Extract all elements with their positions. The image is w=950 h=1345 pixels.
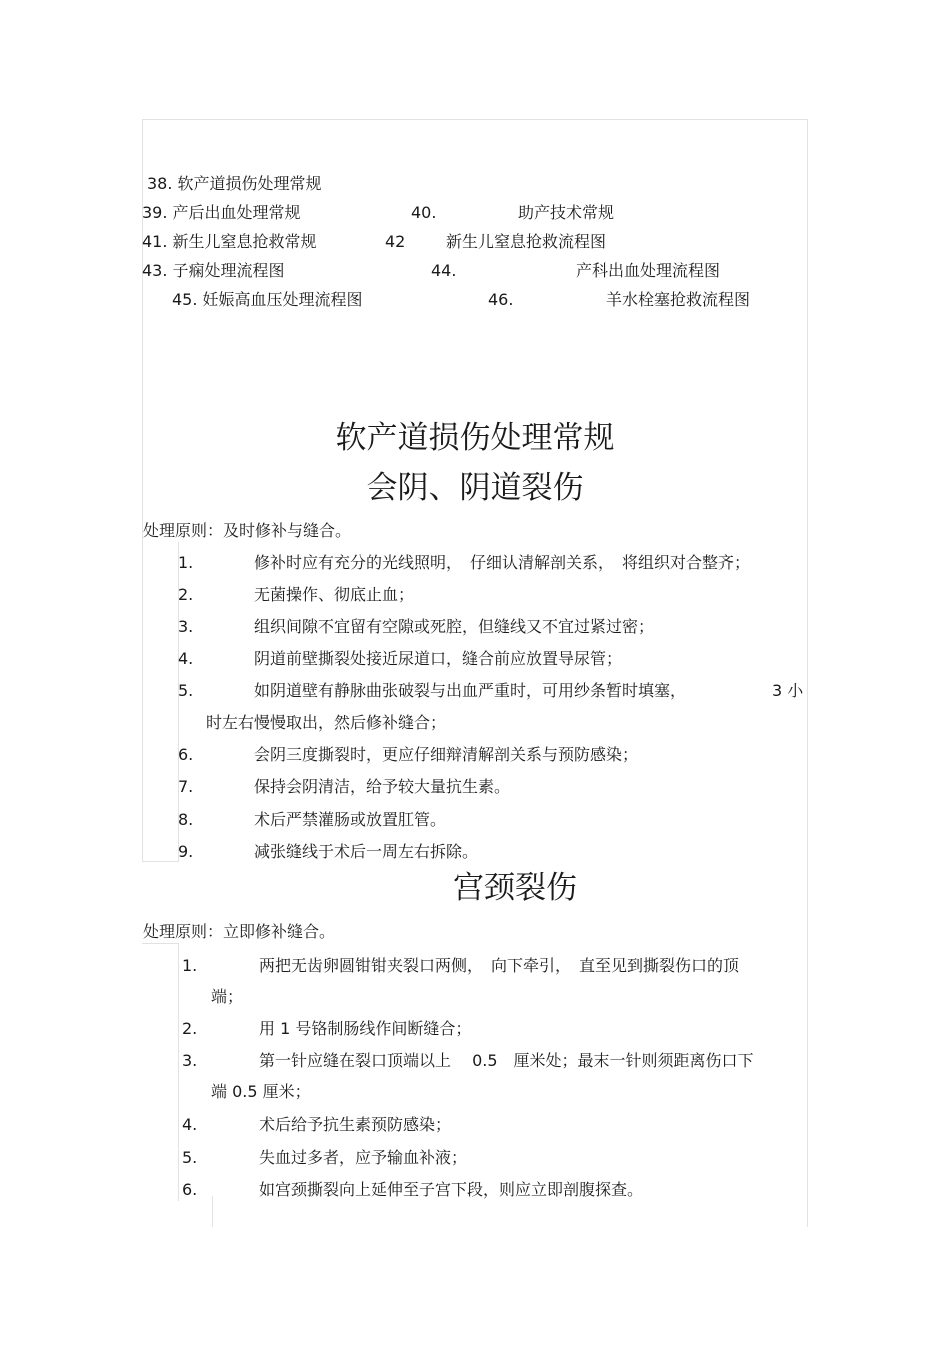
list-item-number: 1.	[182, 956, 198, 975]
frame-right	[807, 119, 808, 1227]
toc-item-38: 38. 软产道损伤处理常规	[147, 174, 322, 193]
toc-item-44: 产科出血处理流程图	[576, 261, 721, 280]
toc-num-40: 40.	[411, 203, 437, 222]
list-item-text: 术后给予抗生素预防感染；	[259, 1115, 452, 1134]
list-item-number: 6.	[182, 1180, 198, 1199]
section-title: 软产道损伤处理常规	[335, 420, 615, 456]
subsection-title-perineum: 会阴、阴道裂伤	[366, 470, 584, 506]
list-item-number: 2.	[182, 1019, 198, 1038]
list-item-continuation: 时左右慢慢取出，然后修补缝合；	[206, 713, 447, 732]
frame-hline-low	[142, 943, 178, 944]
list-item-text: 如阴道壁有静脉曲张破裂与出血严重时，可用纱条暂时填塞，	[254, 681, 687, 700]
toc-item-42: 新生儿窒息抢救流程图	[446, 232, 607, 251]
list-item-text: 会阴三度撕裂时，更应仔细辩清解剖关系与预防感染；	[254, 745, 639, 764]
toc-num-44: 44.	[431, 261, 457, 280]
list-item-number: 3.	[182, 1051, 198, 1070]
list-item-text: 失血过多者，应予输血补液；	[259, 1148, 468, 1167]
list-item-continuation: 端 0.5 厘米；	[211, 1082, 311, 1101]
list-item-continuation: 端；	[211, 987, 244, 1006]
list-item-number: 2.	[178, 585, 194, 604]
list-item-number: 4.	[178, 649, 194, 668]
list-item-number: 5.	[182, 1148, 198, 1167]
list-item-text: 两把无齿卵圆钳钳夹裂口两侧， 向下牵引， 直至见到撕裂伤口的顶	[259, 956, 740, 975]
list-item-text: 第一针应缝在裂口顶端以上 0.5 厘米处；最末一针则须距离伤口下	[259, 1051, 754, 1070]
list-item-text: 用 1 号铬制肠线作间断缝合；	[259, 1019, 472, 1038]
principle-perineum: 处理原则：及时修补与缝合。	[143, 521, 352, 540]
list-item-text: 保持会阴清洁，给予较大量抗生素。	[254, 777, 511, 796]
frame-hline-mid	[142, 861, 178, 862]
list-item-number: 8.	[178, 810, 194, 829]
frame-top	[142, 119, 808, 120]
frame-left-lower2	[178, 943, 179, 1201]
toc-item-43: 43. 子痫处理流程图	[142, 261, 285, 280]
toc-item-45: 45. 妊娠高血压处理流程图	[172, 290, 363, 309]
list-item-number: 4.	[182, 1115, 198, 1134]
toc-num-42: 42	[385, 232, 406, 251]
toc-num-46: 46.	[488, 290, 514, 309]
list-item-text: 无菌操作、彻底止血；	[254, 585, 415, 604]
list-item-number: 3.	[178, 617, 194, 636]
list-item-text-end: 3 小	[772, 681, 804, 700]
list-item-text: 减张缝线于术后一周左右拆除。	[254, 842, 479, 861]
toc-item-40: 助产技术常规	[518, 203, 615, 222]
subsection-title-cervix: 宫颈裂伤	[453, 870, 577, 906]
list-item-text: 阴道前壁撕裂处接近尿道口，缝合前应放置导尿管；	[254, 649, 623, 668]
list-item-number: 5.	[178, 681, 194, 700]
toc-item-46: 羊水栓塞抢救流程图	[606, 290, 751, 309]
list-item-number: 6.	[178, 745, 194, 764]
list-item-number: 1.	[178, 553, 194, 572]
list-item-text: 术后严禁灌肠或放置肛管。	[254, 810, 447, 829]
toc-item-41: 41. 新生儿窒息抢救常规	[142, 232, 317, 251]
principle-cervix: 处理原则：立即修补缝合。	[143, 922, 336, 941]
toc-item-39: 39. 产后出血处理常规	[142, 203, 301, 222]
list-item-number: 9.	[178, 842, 194, 861]
list-item-text: 如宫颈撕裂向上延伸至子宫下段，则应立即剖腹探查。	[259, 1180, 644, 1199]
frame-left-bottom	[212, 1196, 213, 1227]
list-item-text: 组织间隙不宜留有空隙或死腔，但缝线又不宜过紧过密；	[254, 617, 655, 636]
list-item-text: 修补时应有充分的光线照明， 仔细认清解剖关系， 将组织对合整齐；	[254, 553, 751, 572]
list-item-number: 7.	[178, 777, 194, 796]
